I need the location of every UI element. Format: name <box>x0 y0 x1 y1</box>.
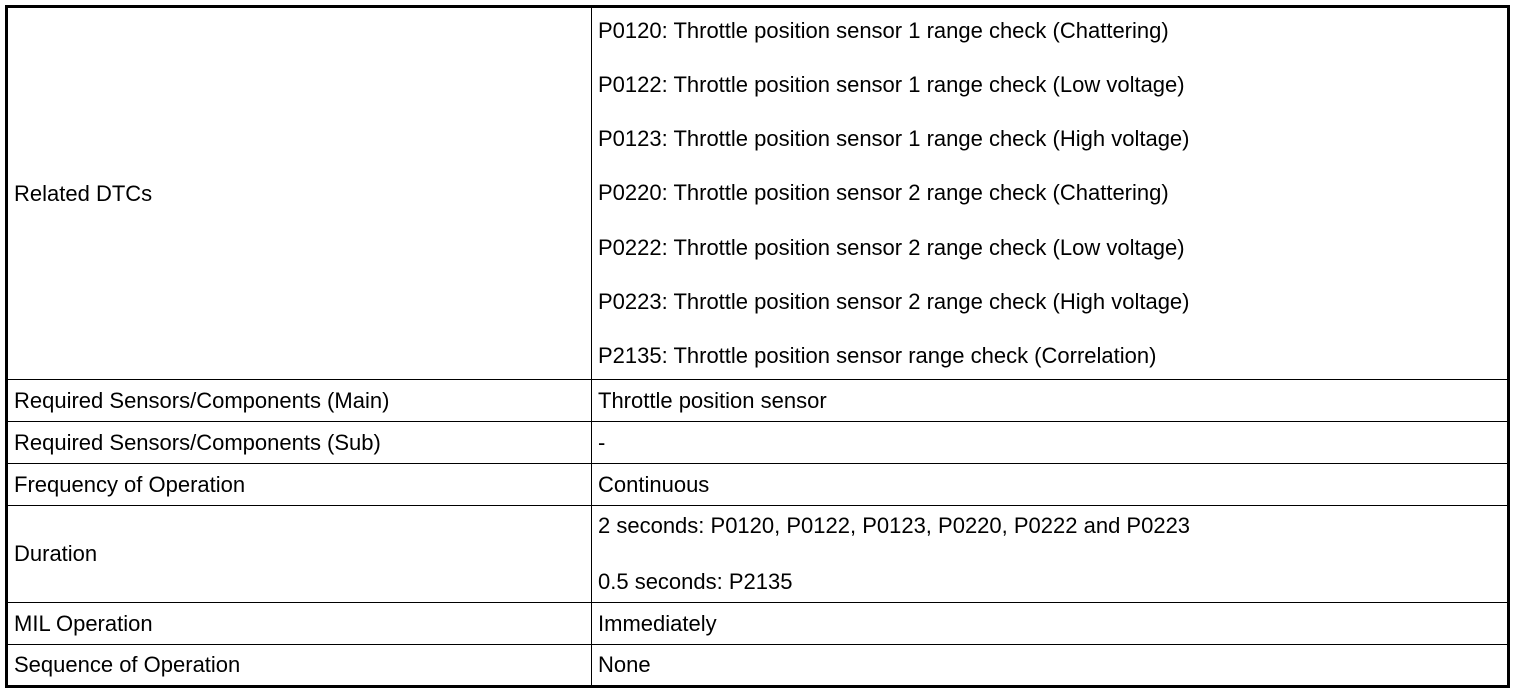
table-row-sensors-main <box>7 380 1509 422</box>
related-dtcs-cell <box>592 7 1509 380</box>
row-label-related-dtcs: Related DTCs <box>7 7 592 380</box>
dtc-item-p0223: P0223: Throttle position sensor 2 range check (High voltage) <box>598 289 1190 315</box>
row-label-duration: Duration <box>7 506 592 603</box>
row-value-frequency: Continuous <box>592 464 1509 506</box>
row-value-sensors-main: Throttle position sensor <box>592 380 1509 422</box>
row-label-sequence: Sequence of Operation <box>7 645 592 687</box>
row-label-sensors-sub: Required Sensors/Components (Sub) <box>7 422 592 464</box>
dtc-item-p0222: P0222: Throttle position sensor 2 range check (Low voltage) <box>598 234 1185 260</box>
table-row-duration <box>7 506 1509 603</box>
duration-item-2s: 2 seconds: P0120, P0122, P0123, P0220, P0222 and P0223 <box>598 513 1191 538</box>
monitor-description-table <box>5 5 1510 688</box>
row-label-sensors-main: Required Sensors/Components (Main) <box>7 380 592 422</box>
dtc-item-p0123: P0123: Throttle position sensor 1 range check (High voltage) <box>598 126 1190 152</box>
dtc-item-p0122: P0122: Throttle position sensor 1 range check (Low voltage) <box>598 71 1185 97</box>
table-row-mil-operation <box>7 603 1509 645</box>
dtc-list <box>598 18 1501 370</box>
row-value-mil-operation: Immediately <box>592 603 1509 645</box>
table-row-sequence <box>7 645 1509 687</box>
row-value-sequence: None <box>592 645 1509 687</box>
row-label-mil-operation: MIL Operation <box>7 603 592 645</box>
duration-item-0-5s: 0.5 seconds: P2135 <box>598 569 793 594</box>
dtc-item-p0220: P0220: Throttle position sensor 2 range check (Chattering) <box>598 180 1169 206</box>
table-row-related-dtcs <box>7 7 1509 380</box>
row-label-frequency: Frequency of Operation <box>7 464 592 506</box>
table-row-sensors-sub <box>7 422 1509 464</box>
table-row-frequency <box>7 464 1509 506</box>
duration-list <box>598 513 1501 595</box>
dtc-item-p0120: P0120: Throttle position sensor 1 range check (Chattering) <box>598 17 1169 43</box>
dtc-item-p2135: P2135: Throttle position sensor range check (Correlation) <box>598 343 1157 369</box>
duration-cell <box>592 506 1509 603</box>
row-value-sensors-sub: - <box>592 422 1509 464</box>
